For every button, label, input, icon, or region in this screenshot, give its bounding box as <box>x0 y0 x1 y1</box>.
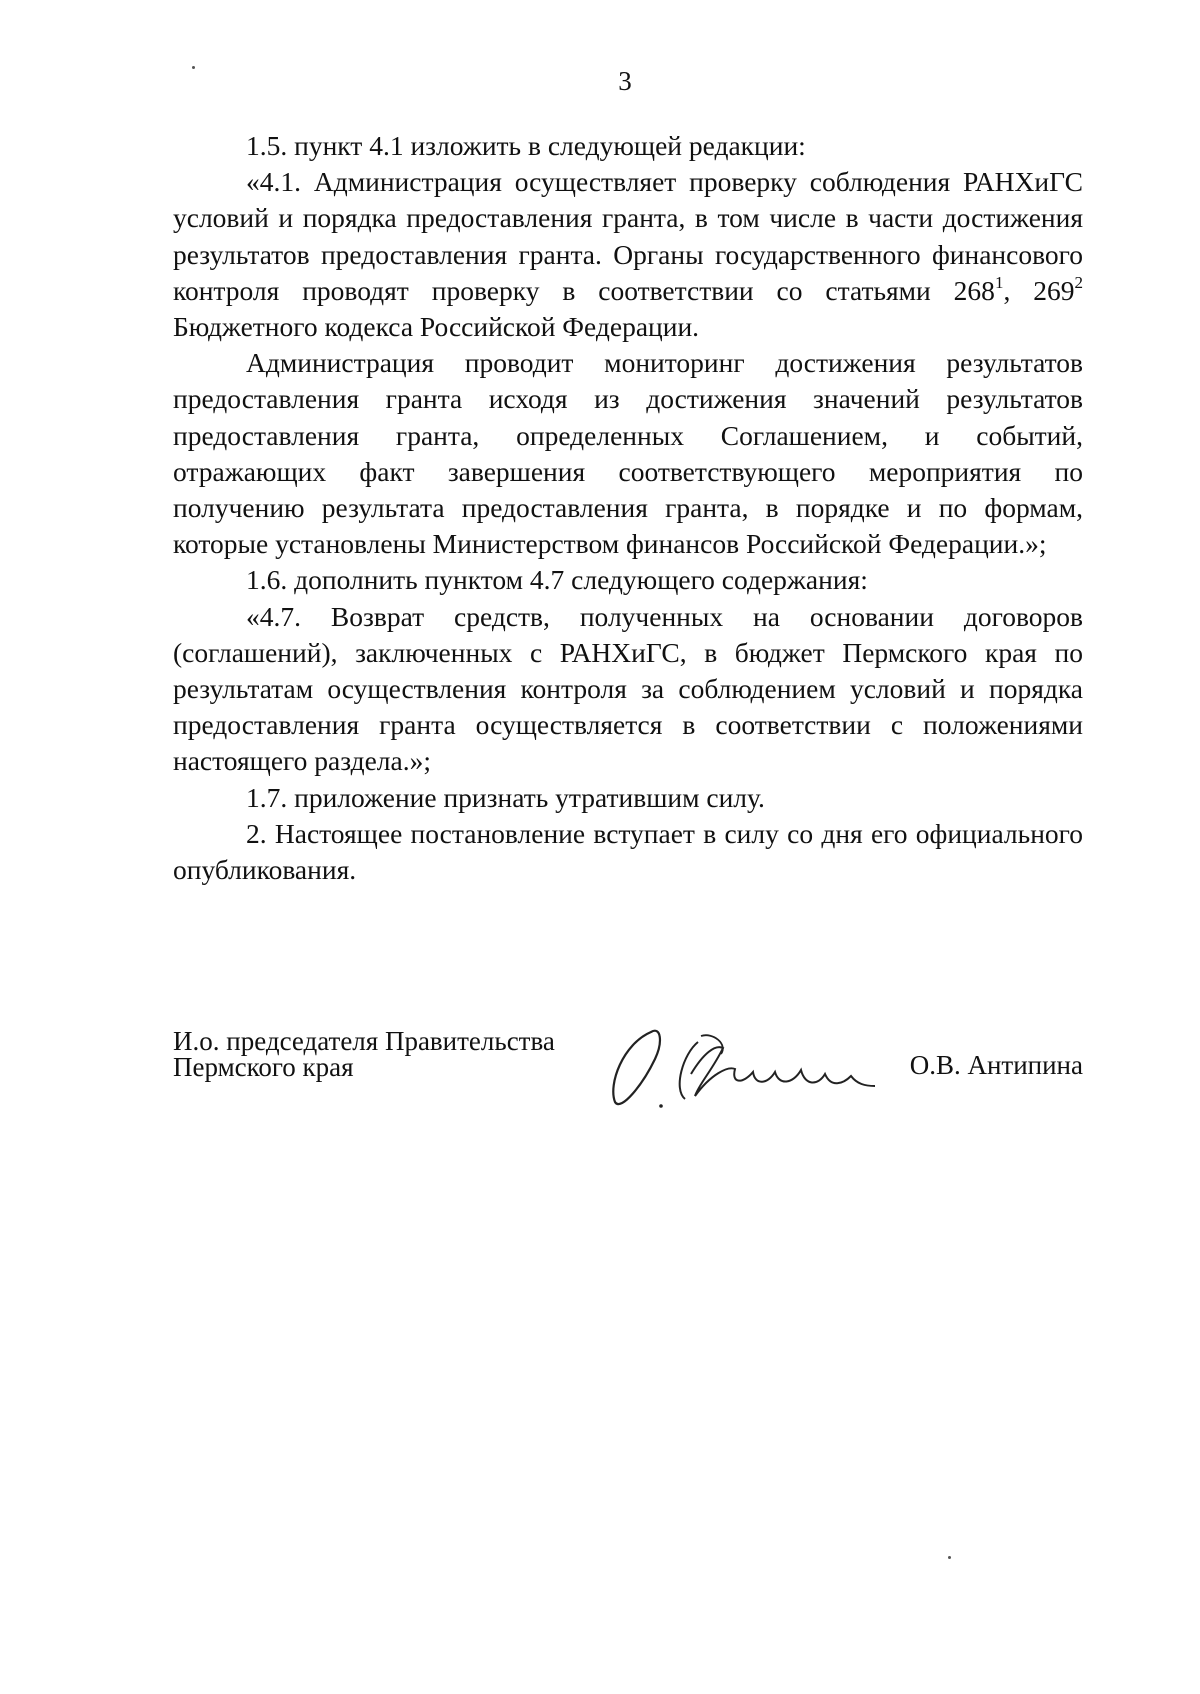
paragraph-2: 2. Настоящее постановление вступает в силу со дня его официального опубликования. <box>173 817 1083 886</box>
signer-title-line2: Пермского края <box>173 1052 354 1082</box>
signer-title-line1: И.о. председателя Правительства <box>173 1026 555 1056</box>
document-body <box>173 128 1083 888</box>
paragraph-4-1-end: Бюджетного кодекса Российской Федерации. <box>173 311 700 343</box>
paragraph-1-6: 1.6. дополнить пунктом 4.7 следующего содержания: <box>246 564 868 596</box>
superscript-2: 2 <box>1074 272 1083 292</box>
paragraph-4-1 <box>173 164 1083 345</box>
handwritten-signature <box>603 1014 903 1114</box>
paragraph-1-5: 1.5. пункт 4.1 изложить в следующей редакции: <box>246 130 806 161</box>
signature-block <box>173 1022 1083 1102</box>
paragraph-4-1-cont: , 269 <box>1003 274 1075 306</box>
paragraph-monitoring: Администрация проводит мониторинг достижения результатов предоставления гранта исходя из достижения значений результатов предоставления гранта, определенных Соглашением, и событий, отражающих факт завершения соответствующего мероприятия по получению результата предоставления гранта, в порядке и по формам, которые установлены Министерством финансов Российской Федерации.»; <box>173 347 1083 560</box>
signer-name: О.В. Антипина <box>909 1050 1083 1080</box>
scan-speck <box>948 1556 951 1559</box>
scan-speck <box>192 66 195 69</box>
paragraph-4-1-text: «4.1. Администрация осуществляет проверку соблюдения РАНХиГС условий и порядка предоставления гранта, в том числе в части достижения результатов предоставления гранта. Органы государственного финансового контроля проводят проверку в соответствии со статьями 268 <box>173 166 1083 306</box>
page-number: 3 <box>618 66 632 96</box>
superscript-1: 1 <box>994 272 1004 292</box>
signer-title <box>173 1028 555 1080</box>
paragraph-1-7: 1.7. приложение признать утратившим силу. <box>246 781 765 813</box>
paragraph-4-7: «4.7. Возврат средств, полученных на основании договоров (соглашений), заключенных с РАНХиГС, в бюджет Пермского края по результатам осуществления контроля за соблюдением условий и порядка предоставления гранта осуществляется в соответствии с положениями настоящего раздела.»; <box>173 600 1083 777</box>
